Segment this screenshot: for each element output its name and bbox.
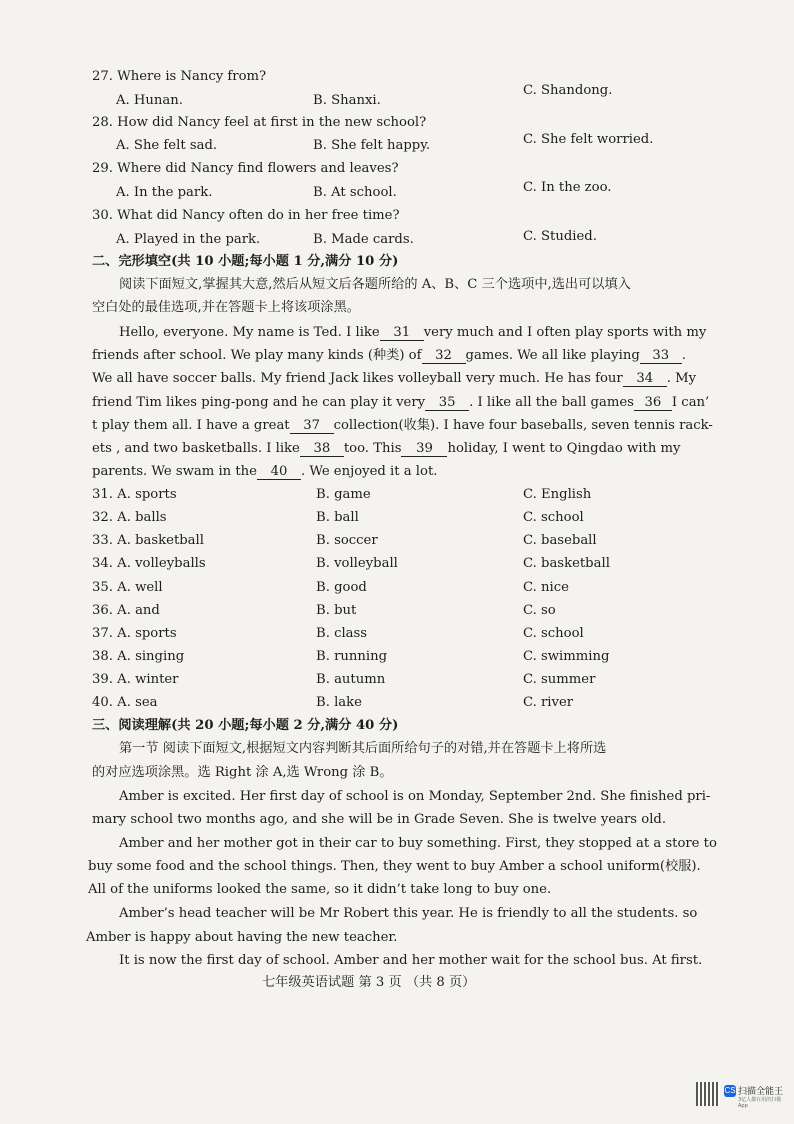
option-row-31-b: B. game xyxy=(316,487,371,502)
option-row-37-a: 37. A. sports xyxy=(92,626,177,641)
passage-line-5: t play them all. I have a great 37 collection(收集). I have four baseballs, seven tennis rack- xyxy=(92,418,713,433)
section2-heading: 二、完形填空(共 10 小题;每小题 1 分,满分 10 分) xyxy=(92,254,399,269)
option-row-31-a: 31. A. sports xyxy=(92,487,177,502)
q28-stem: 28. How did Nancy feel at first in the new school? xyxy=(92,115,427,130)
option-row-32-c: C. school xyxy=(523,510,584,525)
passage-line-4: friend Tim likes ping-pong and he can play it very 35 . I like all the ball games 36 I can’ xyxy=(92,395,710,410)
blank-38: 38 xyxy=(300,441,344,457)
option-row-36-b: B. but xyxy=(316,603,357,618)
q28-option-c: C. She felt worried. xyxy=(523,132,654,147)
blank-35: 35 xyxy=(425,395,469,411)
blank-31: 31 xyxy=(380,325,424,341)
option-row-39-b: B. autumn xyxy=(316,672,386,687)
option-row-33-b: B. soccer xyxy=(316,533,378,548)
option-row-32-b: B. ball xyxy=(316,510,359,525)
scanner-title: 扫描全能王 xyxy=(738,1087,784,1097)
q30-option-c: C. Studied. xyxy=(523,229,597,244)
reading-line-4: buy some food and the school things. Then, they went to buy Amber a school uniform(校服). xyxy=(88,859,701,874)
option-row-32-a: 32. A. balls xyxy=(92,510,167,525)
section2-instruction-1: 阅读下面短文,掌握其大意,然后从短文后各题所给的 A、B、C 三个选项中,选出可以填入 xyxy=(119,277,631,292)
option-row-40-a: 40. A. sea xyxy=(92,695,158,710)
reading-line-7: Amber is happy about having the new teacher. xyxy=(86,930,398,945)
scanner-subtitle: 3亿人都在用的扫描App xyxy=(738,1097,782,1109)
q27-option-b: B. Shanxi. xyxy=(313,93,381,108)
option-row-36-c: C. so xyxy=(523,603,556,618)
q29-option-a: A. In the park. xyxy=(116,185,213,200)
option-row-34-a: 34. A. volleyballs xyxy=(92,556,206,571)
reading-line-5: All of the uniforms looked the same, so it didn’t take long to buy one. xyxy=(88,882,552,897)
blank-34: 34 xyxy=(623,371,667,387)
section3-instruction-2: 的对应选项涂黑。选 Right 涂 A,选 Wrong 涂 B。 xyxy=(92,765,393,780)
option-row-37-c: C. school xyxy=(523,626,584,641)
q30-option-a: A. Played in the park. xyxy=(116,232,261,247)
option-row-33-a: 33. A. basketball xyxy=(92,533,204,548)
option-row-39-a: 39. A. winter xyxy=(92,672,179,687)
q27-option-a: A. Hunan. xyxy=(116,93,183,108)
q29-stem: 29. Where did Nancy find flowers and leaves? xyxy=(92,161,399,176)
page-footer: 七年级英语试题 第 3 页 （共 8 页） xyxy=(262,975,476,990)
reading-line-1: Amber is excited. Her first day of school is on Monday, September 2nd. She finished pri- xyxy=(119,789,711,804)
passage-line-2: friends after school. We play many kinds (种类) of 32 games. We all like playing 33 . xyxy=(92,348,686,363)
option-row-35-a: 35. A. well xyxy=(92,580,163,595)
option-row-36-a: 36. A. and xyxy=(92,603,160,618)
option-row-35-c: C. nice xyxy=(523,580,569,595)
scanner-watermark xyxy=(724,1084,784,1109)
blank-40: 40 xyxy=(257,464,301,480)
qr-code-icon xyxy=(696,1082,720,1106)
reading-line-2: mary school two months ago, and she will be in Grade Seven. She is twelve years old. xyxy=(92,812,667,827)
option-row-35-b: B. good xyxy=(316,580,367,595)
q27-option-c: C. Shandong. xyxy=(523,83,613,98)
blank-39: 39 xyxy=(401,441,447,457)
passage-line-1: Hello, everyone. My name is Ted. I like 31 very much and I often play sports with my xyxy=(119,325,707,340)
blank-33: 33 xyxy=(640,348,682,364)
section3-heading: 三、阅读理解(共 20 小题;每小题 2 分,满分 40 分) xyxy=(92,718,399,733)
option-row-39-c: C. summer xyxy=(523,672,596,687)
section3-instruction-1: 第一节 阅读下面短文,根据短文内容判断其后面所给句子的对错,并在答题卡上将所选 xyxy=(119,741,607,756)
option-row-38-a: 38. A. singing xyxy=(92,649,185,664)
passage-line-7: parents. We swam in the 40 . We enjoyed it a lot. xyxy=(92,464,438,479)
blank-36: 36 xyxy=(634,395,672,411)
reading-line-8: It is now the first day of school. Amber and her mother wait for the school bus. At first. xyxy=(119,953,703,968)
q28-option-a: A. She felt sad. xyxy=(116,138,218,153)
section2-instruction-2: 空白处的最佳选项,并在答题卡上将该项涂黑。 xyxy=(92,300,360,315)
q27-stem: 27. Where is Nancy from? xyxy=(92,69,267,84)
q28-option-b: B. She felt happy. xyxy=(313,138,431,153)
passage-line-6: ets , and two basketballs. I like 38 too. This 39 holiday, I went to Qingdao with my xyxy=(92,441,681,456)
option-row-31-c: C. English xyxy=(523,487,592,502)
q30-option-b: B. Made cards. xyxy=(313,232,414,247)
option-row-38-b: B. running xyxy=(316,649,388,664)
option-row-38-c: C. swimming xyxy=(523,649,610,664)
option-row-40-c: C. river xyxy=(523,695,574,710)
reading-line-3: Amber and her mother got in their car to buy something. First, they stopped at a store to xyxy=(119,836,717,851)
blank-32: 32 xyxy=(422,348,466,364)
option-row-34-b: B. volleyball xyxy=(316,556,398,571)
option-row-33-c: C. baseball xyxy=(523,533,597,548)
reading-line-6: Amber’s head teacher will be Mr Robert this year. He is friendly to all the students. so xyxy=(119,906,698,921)
q29-option-b: B. At school. xyxy=(313,185,397,200)
scanner-logo-icon: CS xyxy=(724,1086,736,1095)
blank-37: 37 xyxy=(290,418,334,434)
option-row-37-b: B. class xyxy=(316,626,368,641)
passage-line-3: We all have soccer balls. My friend Jack likes volleyball very much. He has four 34 . My xyxy=(92,371,697,386)
q30-stem: 30. What did Nancy often do in her free time? xyxy=(92,208,400,223)
option-row-34-c: C. basketball xyxy=(523,556,610,571)
option-row-40-b: B. lake xyxy=(316,695,362,710)
q29-option-c: C. In the zoo. xyxy=(523,180,612,195)
